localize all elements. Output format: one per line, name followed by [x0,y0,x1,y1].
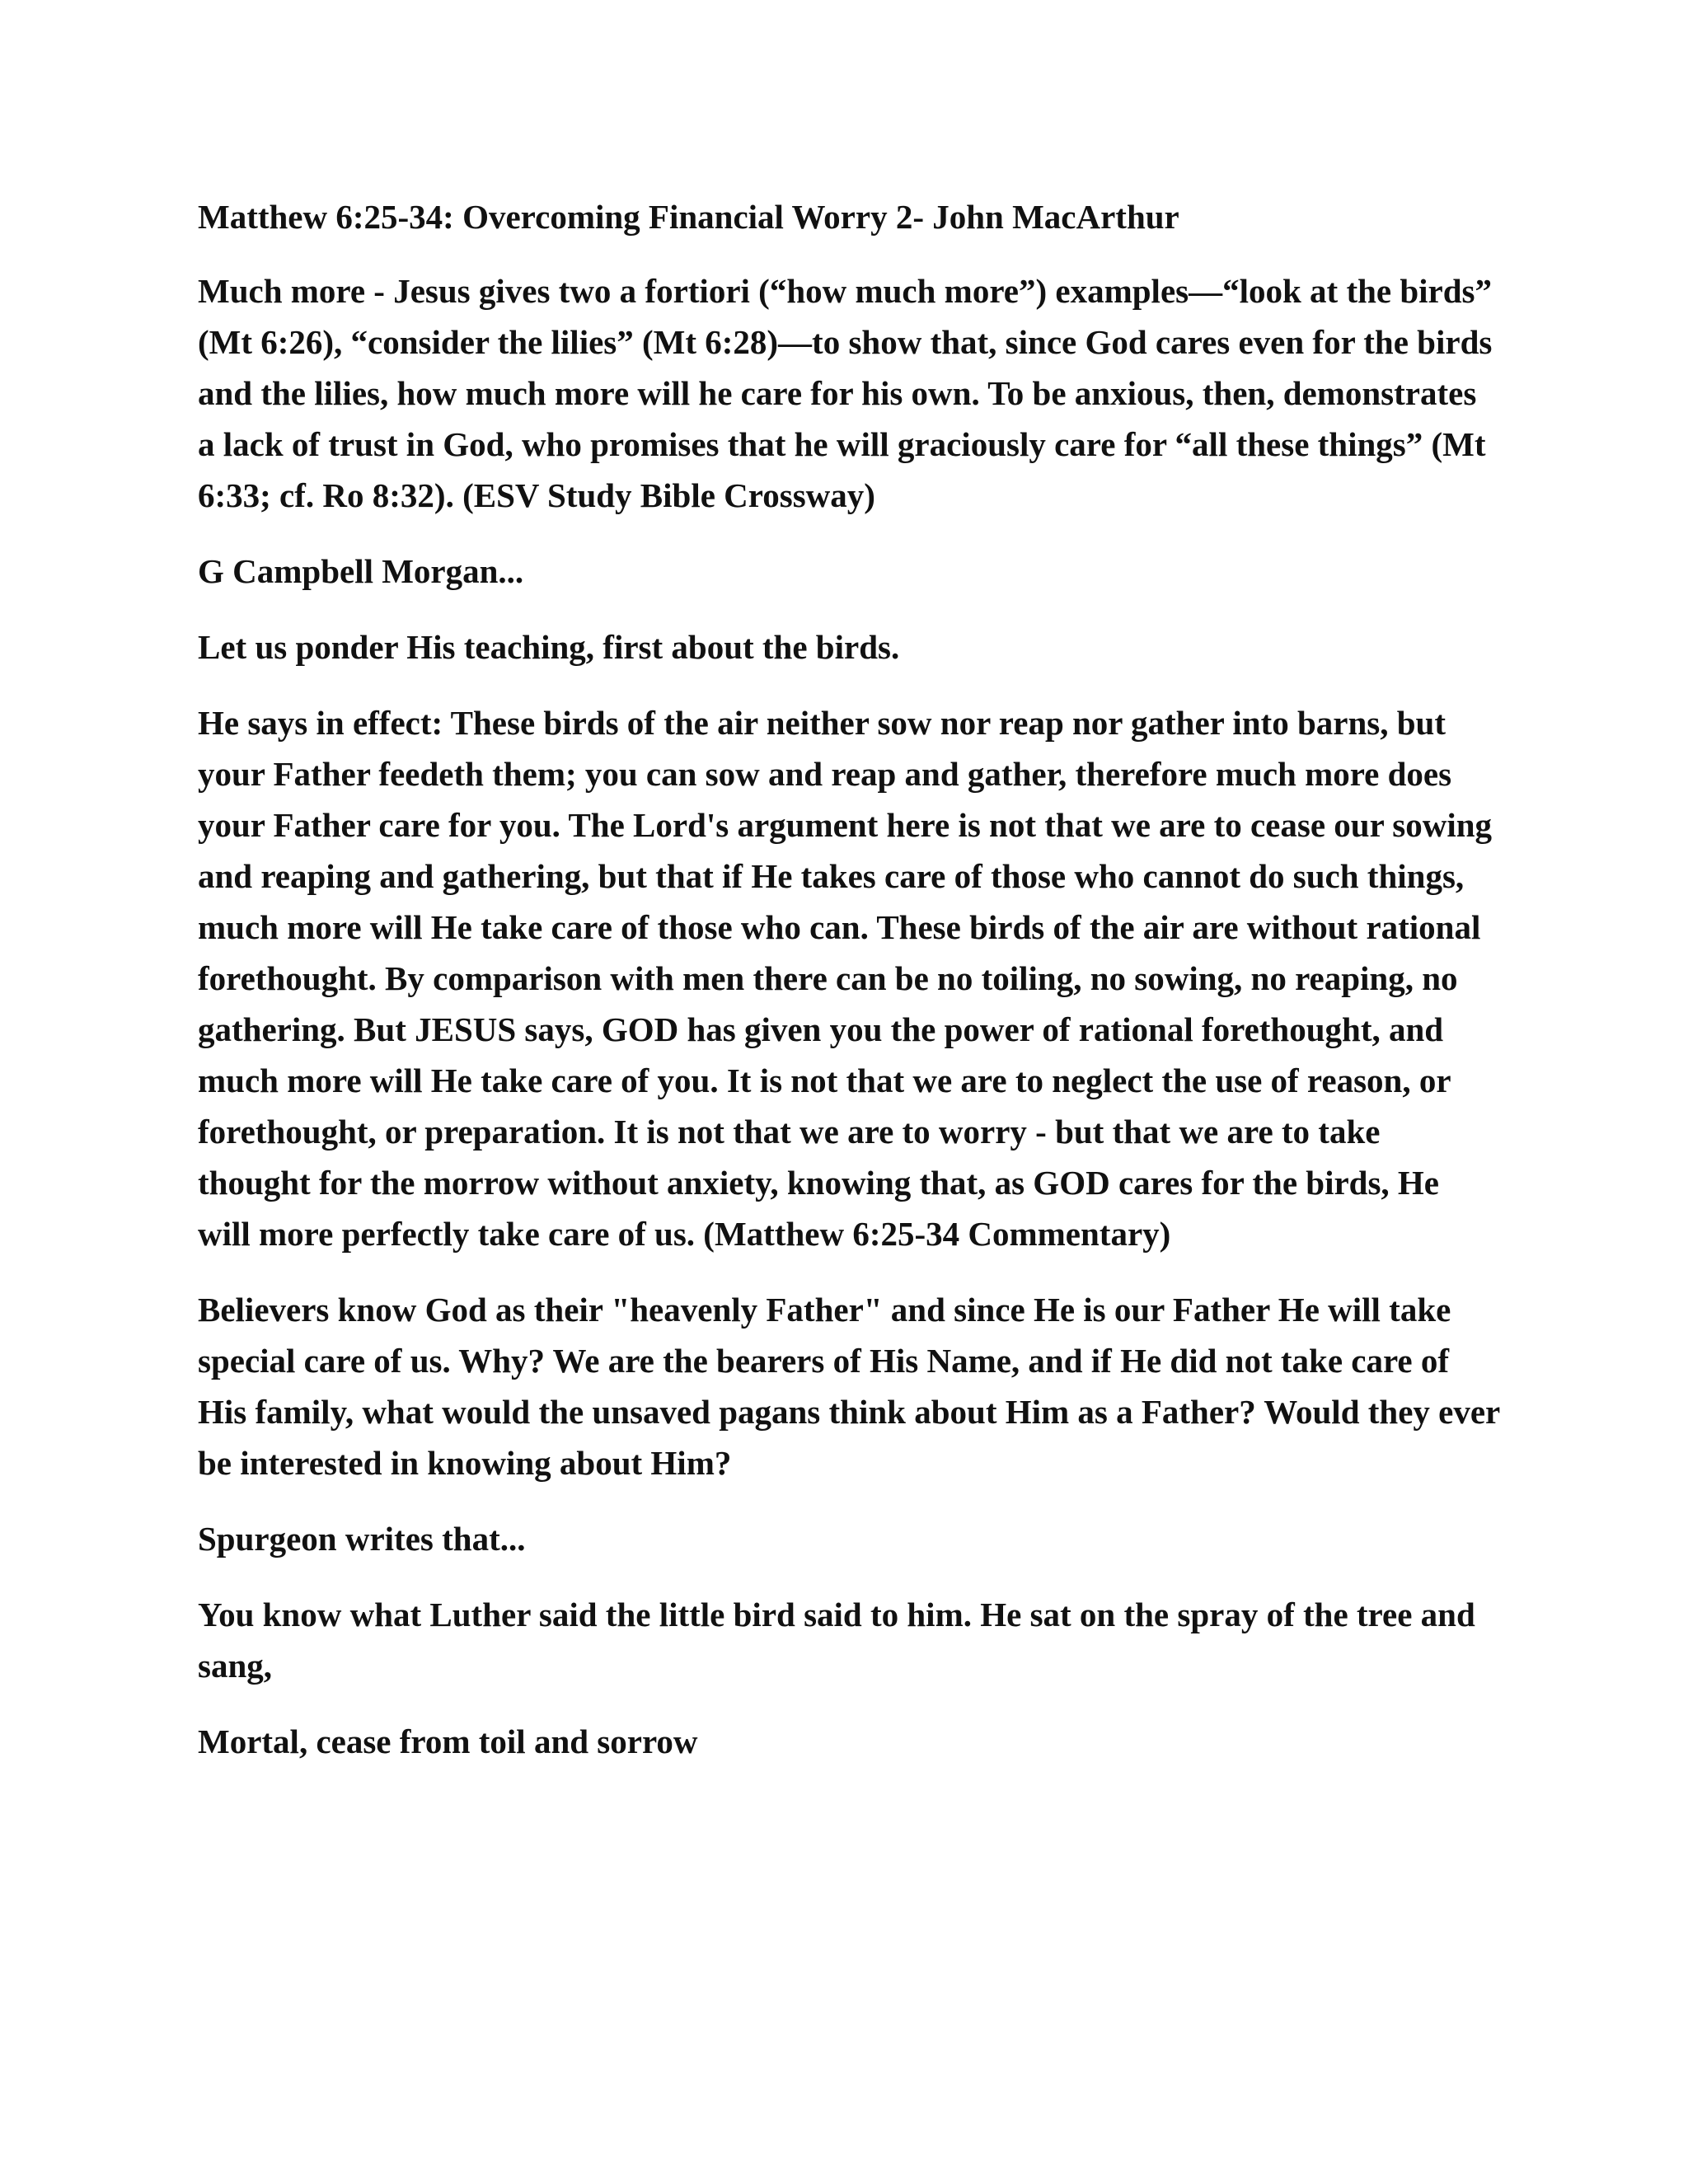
paragraph-morgan-commentary: He says in effect: These birds of the air neither sow nor reap nor gather into barns, but your Father feedeth them; you can sow and reap and gather, therefore much more does your Father care for you. The Lord's argument here is not that we are to cease our sowing and reaping and gathering, but that if He takes care of those who cannot do such things, much more will He take care of those who can. These birds of the air are without rational forethought. By comparison with men there can be no toiling, no sowing, no reaping, no gathering. But JESUS says, GOD has given you the power of rational forethought, and much more will He take care of you. It is not that we are to neglect the use of reason, or forethought, or preparation. It is not that we are to worry - but that we are to take thought for the morrow without anxiety, knowing that, as GOD cares for the birds, He will more perfectly take care of us. (Matthew 6:25-34 Commentary) [198,704,1493,1253]
paragraph-poem-line: Mortal, cease from toil and sorrow [198,1722,698,1760]
document-body [198,191,1500,1792]
paragraph-spurgeon-heading: Spurgeon writes that... [198,1520,526,1558]
paragraph-ponder: Let us ponder His teaching, first about the birds. [198,628,900,666]
paragraph-morgan-heading: G Campbell Morgan... [198,552,524,590]
paragraph-esv-note: Much more - Jesus gives two a fortiori (“how much more”) examples—“look at the birds” (Mt 6:26), “consider the lilies” (Mt 6:28)—to show that, since God cares even for the birds and the lilies, how much more will he care for his own. To be anxious, then, demonstrates a lack of trust in God, who promises that he will graciously care for “all these things” (Mt 6:33; cf. Ro 8:32). (ESV Study Bible Crossway) [198,272,1493,514]
document-title: Matthew 6:25-34: Overcoming Financial Worry 2- John MacArthur [198,198,1179,236]
paragraph-believers: Believers know God as their "heavenly Father" and since He is our Father He will take special care of us. Why? We are the bearers of His Name, and if He did not take care of His family, what would the unsaved pagans think about Him as a Father? Would they ever be interested in knowing about Him? [198,1291,1500,1482]
paragraph-luther-bird: You know what Luther said the little bird said to him. He sat on the spray of the tree and sang, [198,1596,1475,1685]
